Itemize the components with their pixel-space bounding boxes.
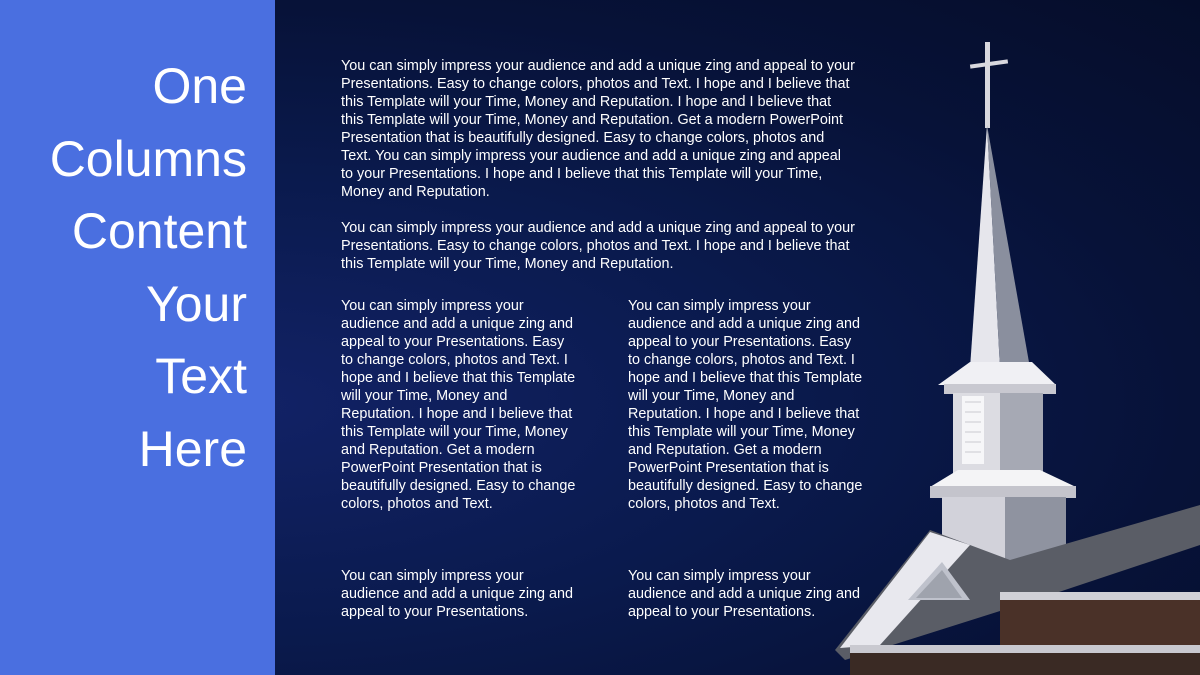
column-2-paragraph-1: You can simply impress your audience and add a unique zing and appeal to your Presentations. Easy to change colors, photos and Text. I hope and I believe that this Template will your Time, Money and Reputation. I hope and I believe that this Template will your Time, Money and Reputation. Get a modern PowerPoint Presentation that is beautifully designed. Easy to change colors, photos and Text. [628, 298, 863, 512]
title-line: Your [145, 275, 247, 332]
title-line: Here [138, 420, 247, 477]
title-sidebar [0, 0, 275, 675]
slide-title [0, 50, 247, 485]
body-paragraph-2: You can simply impress your audience and add a unique zing and appeal to your Presentations. Easy to change colors, photos and Text. I hope and I believe that this Template will your Time, Money and Reputation. [341, 220, 855, 272]
body-paragraph-1: You can simply impress your audience and add a unique zing and appeal to your Presentations. Easy to change colors, photos and Text. I hope and I believe that this Template will your Time, Money and Reputation. I hope and I believe that this Template will your Time, Money and Reputation. Get a modern PowerPoint Presentation that is beautifully designed. Easy to change colors, photos and Text. You can simply impress your audience and add a unique zing and appeal to your Presentations. I hope and I believe that this Template will your Time, Money and Reputation. [341, 58, 855, 200]
church-steeple-image [820, 0, 1200, 675]
title-line: Columns [49, 130, 247, 187]
column-1-paragraph-2: You can simply impress your audience and add a unique zing and appeal to your Presentations. [341, 568, 574, 620]
column-2-paragraph-2: You can simply impress your audience and add a unique zing and appeal to your Presentations. [628, 568, 861, 620]
column-1-paragraph-1: You can simply impress your audience and add a unique zing and appeal to your Presentations. Easy to change colors, photos and Text. I hope and I believe that this Template will your Time, Money and Reputation. I hope and I believe that this Template will your Time, Money and Reputation. Get a modern PowerPoint Presentation that is beautifully designed. Easy to change colors, photos and Text. [341, 298, 576, 512]
title-line: Text [155, 348, 247, 404]
title-line: Content [71, 203, 247, 259]
title-line: One [152, 58, 247, 114]
